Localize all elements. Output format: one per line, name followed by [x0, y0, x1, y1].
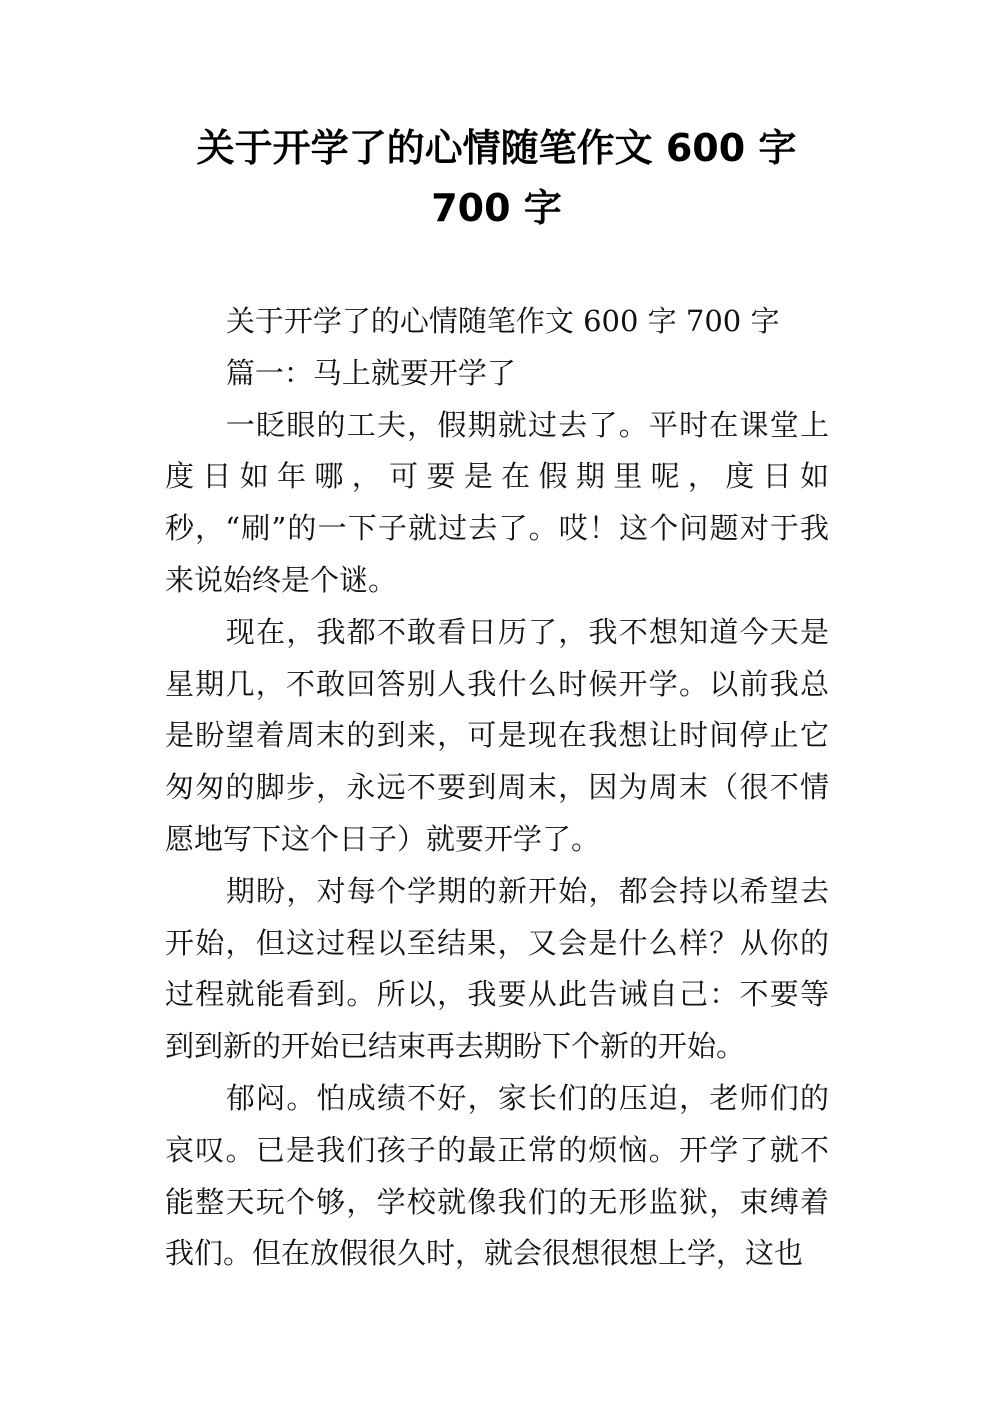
paragraph: 一眨眼的工夫，假期就过去了。平时在课堂上度日如年哪，可要是在假期里呢，度日如秒，“刷”的一下子就过去了。哎！这个问题对于我来说始终是个谜。 — [165, 407, 829, 597]
paragraph: 现在，我都不敢看日历了，我不想知道今天是星期几，不敢回答别人我什么时候开学。以前我总是盼望着周末的到来，可是现在我想让时间停止它匆匆的脚步，永远不要到周末，因为周末（很不情愿地写下这个日子）就要开学了。 — [165, 614, 829, 856]
paragraph: 郁闷。怕成绩不好，家长们的压迫，老师们的哀叹。已是我们孩子的最正常的烦恼。开学了就不能整天玩个够，学校就像我们的无形监狱，束缚着我们。但在放假很久时，就会很想很想上学，这也 — [165, 1080, 829, 1271]
paragraph-subtitle: 关于开学了的心情随笔作文 600 字 700 字 — [225, 304, 780, 338]
title-line-2: 700 字 — [431, 186, 562, 230]
paragraph: 期盼，对每个学期的新开始，都会持以希望去开始，但这过程以至结果，又会是什么样？从你的过程就能看到。所以，我要从此告诫自己：不要等到到新的开始已结束再去期盼下个新的开始。 — [165, 873, 829, 1064]
paragraph-section-heading: 篇一：马上就要开学了 — [225, 355, 516, 390]
title-line-1: 关于开学了的心情随笔作文 600 字 — [196, 126, 797, 170]
document-title — [150, 118, 843, 238]
document-body — [165, 296, 829, 1280]
